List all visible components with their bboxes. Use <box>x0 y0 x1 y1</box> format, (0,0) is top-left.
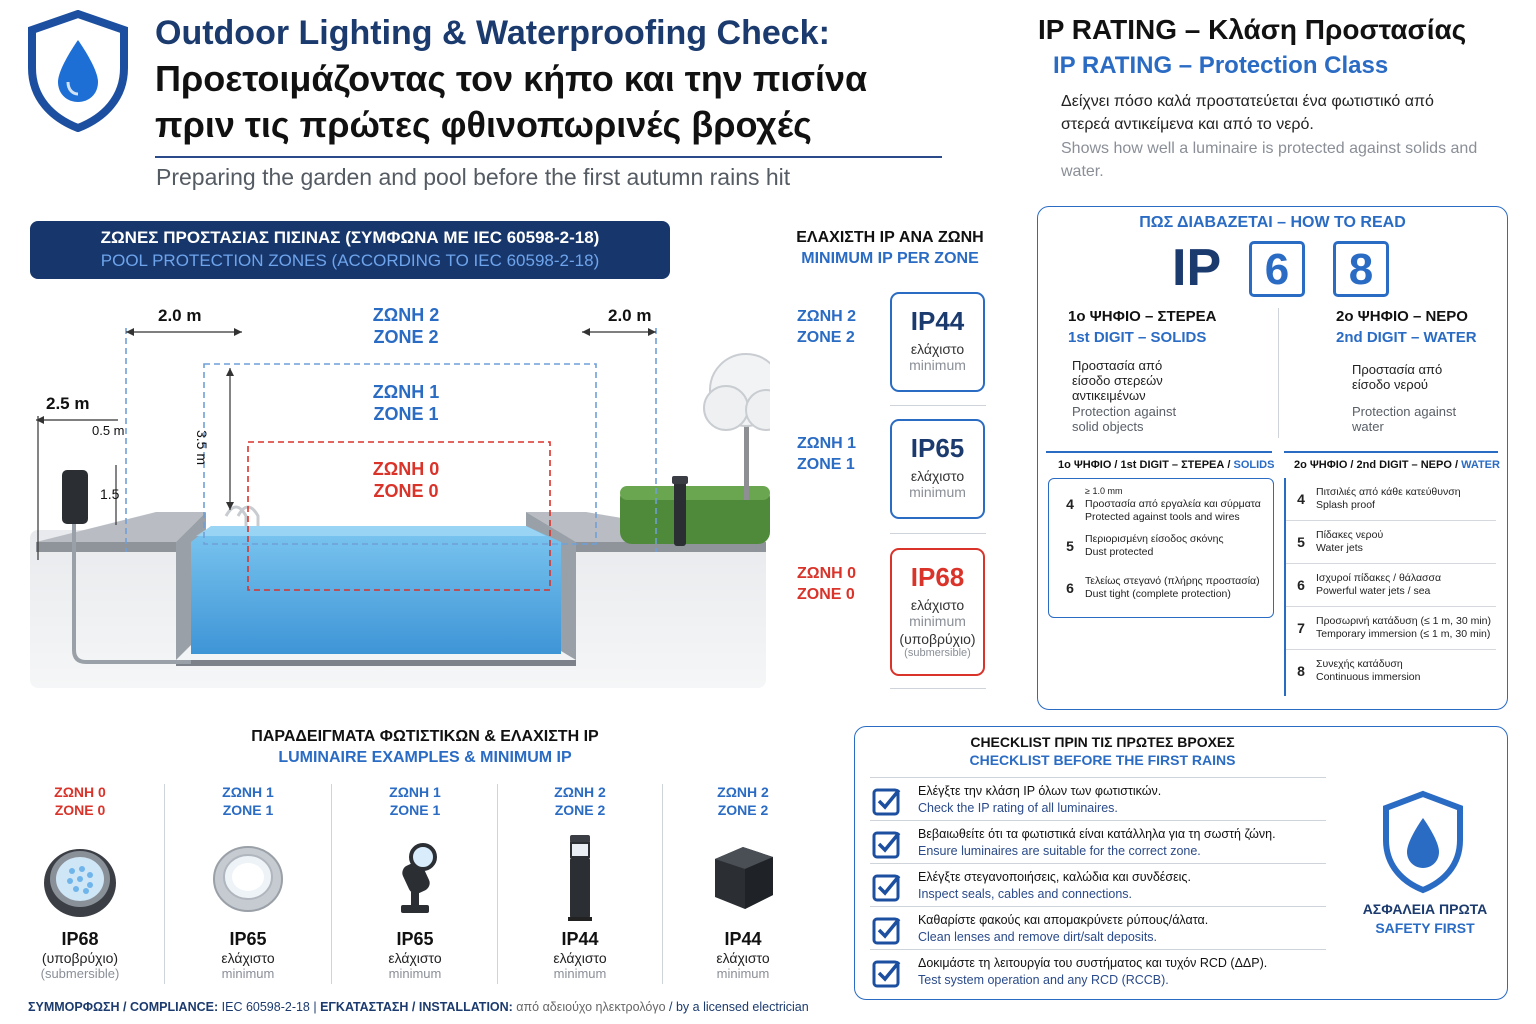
luminaire-divider <box>497 784 498 984</box>
checklist-item-gr: Ελέγξτε την κλάση IP όλων των φωτιστικών. <box>918 784 1162 798</box>
luminaire-zone-en: ZONE 2 <box>717 802 769 818</box>
min-ip-zone0-min-en: minimum <box>909 613 966 629</box>
checklist-item-en: Test system operation and any RCD (RCCB). <box>918 973 1169 987</box>
min-ip-zone0-value: IP68 <box>910 562 965 592</box>
pool-zones-banner-en: POOL PROTECTION ZONES (ACCORDING TO IEC 60598-2-18) <box>100 251 600 270</box>
zone1-label <box>356 381 456 425</box>
second-digit-heading <box>1336 306 1477 348</box>
checklist-item-en: Ensure luminaires are suitable for the correct zone. <box>918 844 1201 858</box>
checklist-item-gr: Καθαρίστε φακούς και απομακρύνετε ρύπους/άλατα. <box>918 913 1209 927</box>
luminaire-zone-en: ZONE 2 <box>554 802 606 818</box>
zone0-label-gr: ΖΩΝΗ 0 <box>372 459 440 479</box>
luminaire-examples-heading <box>80 728 770 767</box>
zone0-label-en: ZONE 0 <box>373 481 439 501</box>
ip-rating-desc-en: Shows how well a luminaire is protected against solids and water. <box>1061 140 1478 180</box>
checklist-heading-gr: CHECKLIST ΠΡΙΝ ΤΙΣ ΠΡΩΤΕΣ ΒΡΟΧΕΣ <box>970 734 1235 750</box>
min-ip-heading-en: MINIMUM IP PER ZONE <box>801 250 979 267</box>
dim-zone1-height: 3.5 m <box>194 430 210 466</box>
footer-installation-gr: από αδειούχο ηλεκτρολόγο <box>512 1000 666 1014</box>
min-ip-zone1-gr: ΖΩΝΗ 1 <box>797 435 857 452</box>
solids-row-num: 4 <box>1066 496 1074 512</box>
luminaire-min-gr: (υποβρύχιο) <box>41 950 119 966</box>
digit-divider <box>1278 308 1279 438</box>
water-row-gr: Πιτσιλιές από κάθε κατεύθυνση <box>1316 486 1461 498</box>
water-row-num: 5 <box>1297 534 1305 550</box>
checklist-item[interactable] <box>870 777 1326 820</box>
underwater-light-icon <box>40 833 120 923</box>
luminaire-zone-en: ZONE 1 <box>222 802 274 818</box>
water-table-side-rule <box>1284 478 1286 696</box>
luminaire-examples-heading-gr: ΠΑΡΑΔΕΙΓΜΑΤΑ ΦΩΤΙΣΤΙΚΩΝ & ΕΛΑΧΙΣΤΗ IP <box>251 728 599 745</box>
zone0-label <box>356 458 456 502</box>
min-ip-zone1-min-en: minimum <box>909 484 966 500</box>
solids-table-heading-gr: 1ο ΨΗΦΙΟ / 1st DIGIT – ΣΤΕΡΕΑ / <box>1058 459 1234 471</box>
solids-table-rule <box>1046 451 1272 453</box>
luminaire-zone-gr: ΖΩΝΗ 1 <box>222 784 274 800</box>
min-ip-zone1-label <box>797 433 856 475</box>
first-digit-heading <box>1068 306 1216 348</box>
min-ip-zone2-gr: ΖΩΝΗ 2 <box>797 308 857 325</box>
pool-zones-banner-gr: ΖΩΝΕΣ ΠΡΟΣΤΑΣΙΑΣ ΠΙΣΙΝΑΣ (ΣΥΜΦΩΝΑ ΜΕ IEC 60598-2-18) <box>100 228 600 247</box>
checklist-item[interactable] <box>870 906 1326 949</box>
ip-first-digit-box: 6 <box>1249 241 1305 297</box>
solids-row <box>1055 483 1267 525</box>
solids-row-num: 6 <box>1066 580 1074 596</box>
solids-row-en: Dust tight (complete protection) <box>1085 588 1231 600</box>
luminaire-min-en: (submersible) <box>40 966 120 981</box>
luminaire-card-zone2-wall <box>668 783 818 981</box>
water-row-num: 6 <box>1297 577 1305 593</box>
water-row-num: 7 <box>1297 620 1305 636</box>
second-digit-heading-en: 2nd DIGIT – WATER <box>1336 329 1477 346</box>
water-row-en: Temporary immersion (≤ 1 m, 30 min) <box>1316 628 1491 640</box>
checkbox-checked-icon[interactable] <box>872 786 902 816</box>
second-digit-desc-gr: Προστασία από είσοδο νερού <box>1352 362 1443 392</box>
water-row-gr: Προσωρινή κατάδυση (≤ 1 m, 30 min) <box>1316 615 1491 627</box>
pool-zones-banner <box>30 221 670 279</box>
footer <box>28 1000 809 1014</box>
checklist-item-en: Inspect seals, cables and connections. <box>918 887 1133 901</box>
luminaire-zone-en: ZONE 1 <box>389 802 441 818</box>
checklist-heading-en: CHECKLIST BEFORE THE FIRST RAINS <box>969 752 1236 768</box>
luminaire-ip: IP44 <box>561 929 599 949</box>
water-row-en: Water jets <box>1316 542 1363 554</box>
ip-rating-title-en: IP RATING – Protection Class <box>1053 52 1389 79</box>
min-ip-zone1-badge <box>890 419 985 519</box>
bollard-light-icon <box>540 833 620 923</box>
luminaire-card-zone2-bollard <box>505 783 655 981</box>
footer-compliance-label: ΣΥΜΜΟΡΦΩΣΗ / COMPLIANCE: <box>28 1000 219 1014</box>
ip-code-prefix: IP <box>1172 239 1222 297</box>
zone1-label-en: ZONE 1 <box>373 404 439 424</box>
min-ip-zone1-min-gr: ελάχιστο <box>910 468 965 484</box>
ip-second-digit-box: 8 <box>1333 241 1389 297</box>
min-ip-zone0-sub-gr: (υποβρύχιο) <box>899 631 976 647</box>
water-row-num: 4 <box>1297 491 1305 507</box>
page-title-gr-line1: Προετοιμάζοντας τον κήπο και την πισίνα <box>155 58 868 99</box>
first-digit-heading-gr: 1ο ΨΗΦΙΟ – ΣΤΕΡΕΑ <box>1068 308 1217 325</box>
water-drop-shield-icon <box>26 10 130 132</box>
luminaire-examples-heading-en: LUMINAIRE EXAMPLES & MINIMUM IP <box>278 749 572 766</box>
water-row-gr: Ισχυροί πίδακες / θάλασσα <box>1316 572 1442 584</box>
zone2-label-gr: ΖΩΝΗ 2 <box>372 305 440 325</box>
water-row <box>1286 521 1496 563</box>
title-divider <box>155 156 942 158</box>
zone2-label-en: ZONE 2 <box>373 327 439 347</box>
min-ip-zone2-min-en: minimum <box>909 357 966 373</box>
solids-row-gr: Περιορισμένη είσοδος σκόνης <box>1085 533 1224 545</box>
min-ip-divider <box>890 688 986 689</box>
how-to-read-title-gr: ΠΩΣ ΔΙΑΒΑΖΕΤΑΙ <box>1139 214 1273 231</box>
luminaire-card-zone1-recessed <box>173 783 323 981</box>
luminaire-min-gr: ελάχιστο <box>716 950 770 966</box>
luminaire-min-en: minimum <box>388 966 442 981</box>
solids-table-heading <box>1058 459 1274 471</box>
luminaire-min-en: minimum <box>221 966 275 981</box>
luminaire-card-zone1-spike <box>340 783 490 981</box>
min-ip-zone2-label <box>797 306 856 348</box>
min-ip-heading-gr: ΕΛΑΧΙΣΤΗ IP ΑΝΑ ΖΩΝΗ <box>796 229 984 246</box>
page-title-en: Outdoor Lighting & Waterproofing Check: <box>155 14 830 52</box>
checklist-item-gr: Βεβαιωθείτε ότι τα φωτιστικά είναι κατάλληλα για τη σωστή ζώνη. <box>918 827 1276 841</box>
footer-installation-label: ΕΓΚΑΤΑΣΤΑΣΗ / INSTALLATION: <box>320 1000 513 1014</box>
checklist-item-en: Clean lenses and remove dirt/salt deposits. <box>918 930 1158 944</box>
checkbox-checked-icon[interactable] <box>872 958 902 988</box>
dim-right-width: 2.0 m <box>608 306 652 325</box>
water-row-en: Powerful water jets / sea <box>1316 585 1431 597</box>
luminaire-zone-gr: ΖΩΝΗ 1 <box>389 784 441 800</box>
page-title-gr-line2: πριν τις πρώτες φθινοπωρινές βροχές <box>155 104 812 145</box>
zone1-label-gr: ΖΩΝΗ 1 <box>372 382 440 402</box>
luminaire-min-en: minimum <box>716 966 770 981</box>
solids-row <box>1055 567 1267 609</box>
luminaire-ip: IP68 <box>61 929 99 949</box>
water-row-en: Splash proof <box>1316 499 1375 511</box>
luminaire-divider <box>662 784 663 984</box>
solids-table-heading-en: SOLIDS <box>1233 459 1275 471</box>
water-row-en: Continuous immersion <box>1316 671 1421 683</box>
water-row-gr: Συνεχής κατάδυση <box>1316 658 1403 670</box>
checklist-item-gr: Ελέγξτε στεγανοποιήσεις, καλώδια και συνδέσεις. <box>918 870 1191 884</box>
luminaire-divider <box>164 784 165 984</box>
checklist-item-gr: Δοκιμάστε τη λειτουργία του συστήματος και τυχόν RCD (ΔΔΡ). <box>918 956 1268 970</box>
min-ip-zone0-gr: ΖΩΝΗ 0 <box>797 565 857 582</box>
dim-small-offset: 0.5 m <box>92 423 125 438</box>
luminaire-ip: IP44 <box>724 929 762 949</box>
first-digit-desc-gr: Προστασία από είσοδο στερεών αντικειμένων <box>1072 358 1163 403</box>
how-to-read-title <box>1040 214 1505 232</box>
water-table-heading <box>1294 459 1500 471</box>
water-row-gr: Πίδακες νερού <box>1316 529 1384 541</box>
dim-small-height: 1.5 <box>100 486 120 502</box>
how-to-read-title-sep: – <box>1272 214 1291 231</box>
luminaire-ip: IP65 <box>396 929 434 949</box>
water-table <box>1286 478 1496 692</box>
luminaire-min-gr: ελάχιστο <box>388 950 442 966</box>
water-row <box>1286 564 1496 606</box>
min-ip-zone1-value: IP65 <box>910 433 965 463</box>
luminaire-zone-gr: ΖΩΝΗ 2 <box>717 784 769 800</box>
min-ip-divider <box>890 533 986 534</box>
min-ip-zone0-en: ZONE 0 <box>797 586 855 603</box>
dim-left-width: 2.0 m <box>158 306 202 325</box>
checklist-item[interactable] <box>870 820 1326 863</box>
min-ip-zone2-en: ZONE 2 <box>797 329 855 346</box>
min-ip-zone0-sub-en: (submersible) <box>904 647 971 659</box>
checklist-item-en: Check the IP rating of all luminaires. <box>918 801 1118 815</box>
checklist-heading <box>870 734 1335 768</box>
checklist-item[interactable] <box>870 949 1326 992</box>
footer-compliance-value: IEC 60598-2-18 | <box>218 1000 321 1014</box>
recessed-light-icon <box>208 833 288 923</box>
luminaire-zone-gr: ΖΩΝΗ 2 <box>554 784 606 800</box>
dim-total-height: 2.5 m <box>46 394 90 413</box>
min-ip-zone0-badge <box>890 548 985 676</box>
water-row <box>1286 650 1496 692</box>
solids-table <box>1048 478 1274 618</box>
checklist-item[interactable] <box>870 863 1326 906</box>
luminaire-min-gr: ελάχιστο <box>553 950 607 966</box>
min-ip-zone0-min-gr: ελάχιστο <box>910 597 965 613</box>
min-ip-zone2-badge <box>890 292 985 392</box>
ip-rating-title-gr: IP RATING – Κλάση Προστασίας <box>1038 14 1467 45</box>
checkbox-checked-icon[interactable] <box>872 829 902 859</box>
footer-installation-en: / by a licensed electrician <box>665 1000 809 1014</box>
solids-row-gr: Προστασία από εργαλεία και σύρματα <box>1085 497 1261 510</box>
water-row-num: 8 <box>1297 663 1305 679</box>
ip-rating-desc-gr: Δείχνει πόσο καλά προστατεύεται ένα φωτιστικό από στερεά αντικείμενα και από το νερό. <box>1061 93 1434 133</box>
first-digit-heading-en: 1st DIGIT – SOLIDS <box>1068 329 1207 346</box>
water-table-heading-en: WATER <box>1461 459 1500 471</box>
first-digit-desc-en: Protection against solid objects <box>1072 404 1177 434</box>
safety-first-gr: ΑΣΦΑΛΕΙΑ ΠΡΩΤΑ <box>1362 901 1488 917</box>
wall-light-icon <box>703 833 783 923</box>
luminaire-zone-gr: ΖΩΝΗ 0 <box>54 784 106 800</box>
water-row <box>1286 607 1496 649</box>
min-ip-zone1-en: ZONE 1 <box>797 456 855 473</box>
safety-shield-icon <box>1380 790 1466 894</box>
min-ip-divider <box>890 405 986 406</box>
min-ip-heading <box>780 229 1000 268</box>
luminaire-min-gr: ελάχιστο <box>221 950 275 966</box>
second-digit-desc-en: Protection against water <box>1352 404 1457 434</box>
water-row <box>1286 478 1496 520</box>
solids-row-gr: Τελείως στεγανό (πλήρης προστασία) <box>1085 575 1260 587</box>
solids-row <box>1055 525 1267 567</box>
solids-row-note: ≥ 1.0 mm <box>1085 485 1123 496</box>
min-ip-zone2-value: IP44 <box>910 306 965 336</box>
solids-row-en: Dust protected <box>1085 546 1154 558</box>
checkbox-checked-icon[interactable] <box>872 872 902 902</box>
safety-first-en: SAFETY FIRST <box>1375 920 1475 936</box>
luminaire-zone-en: ZONE 0 <box>54 802 106 818</box>
solids-row-en: Protected against tools and wires <box>1085 510 1240 523</box>
water-table-heading-gr: 2ο ΨΗΦΙΟ / 2nd DIGIT – ΝΕΡΟ / <box>1294 459 1462 471</box>
luminaire-ip: IP65 <box>229 929 267 949</box>
luminaire-divider <box>331 784 332 984</box>
min-ip-zone0-label <box>797 563 856 605</box>
luminaire-card-zone0 <box>5 783 155 981</box>
min-ip-zone2-min-gr: ελάχιστο <box>910 341 965 357</box>
water-table-rule <box>1284 451 1498 453</box>
checkbox-checked-icon[interactable] <box>872 915 902 945</box>
second-digit-heading-gr: 2ο ΨΗΦΙΟ – ΝΕΡΟ <box>1336 308 1468 325</box>
page-subtitle: Preparing the garden and pool before the first autumn rains hit <box>156 164 791 190</box>
how-to-read-title-en: HOW TO READ <box>1290 214 1406 231</box>
zone2-label <box>356 304 456 348</box>
solids-row-num: 5 <box>1066 538 1074 554</box>
spike-spotlight-icon <box>375 833 455 923</box>
luminaire-min-en: minimum <box>553 966 607 981</box>
